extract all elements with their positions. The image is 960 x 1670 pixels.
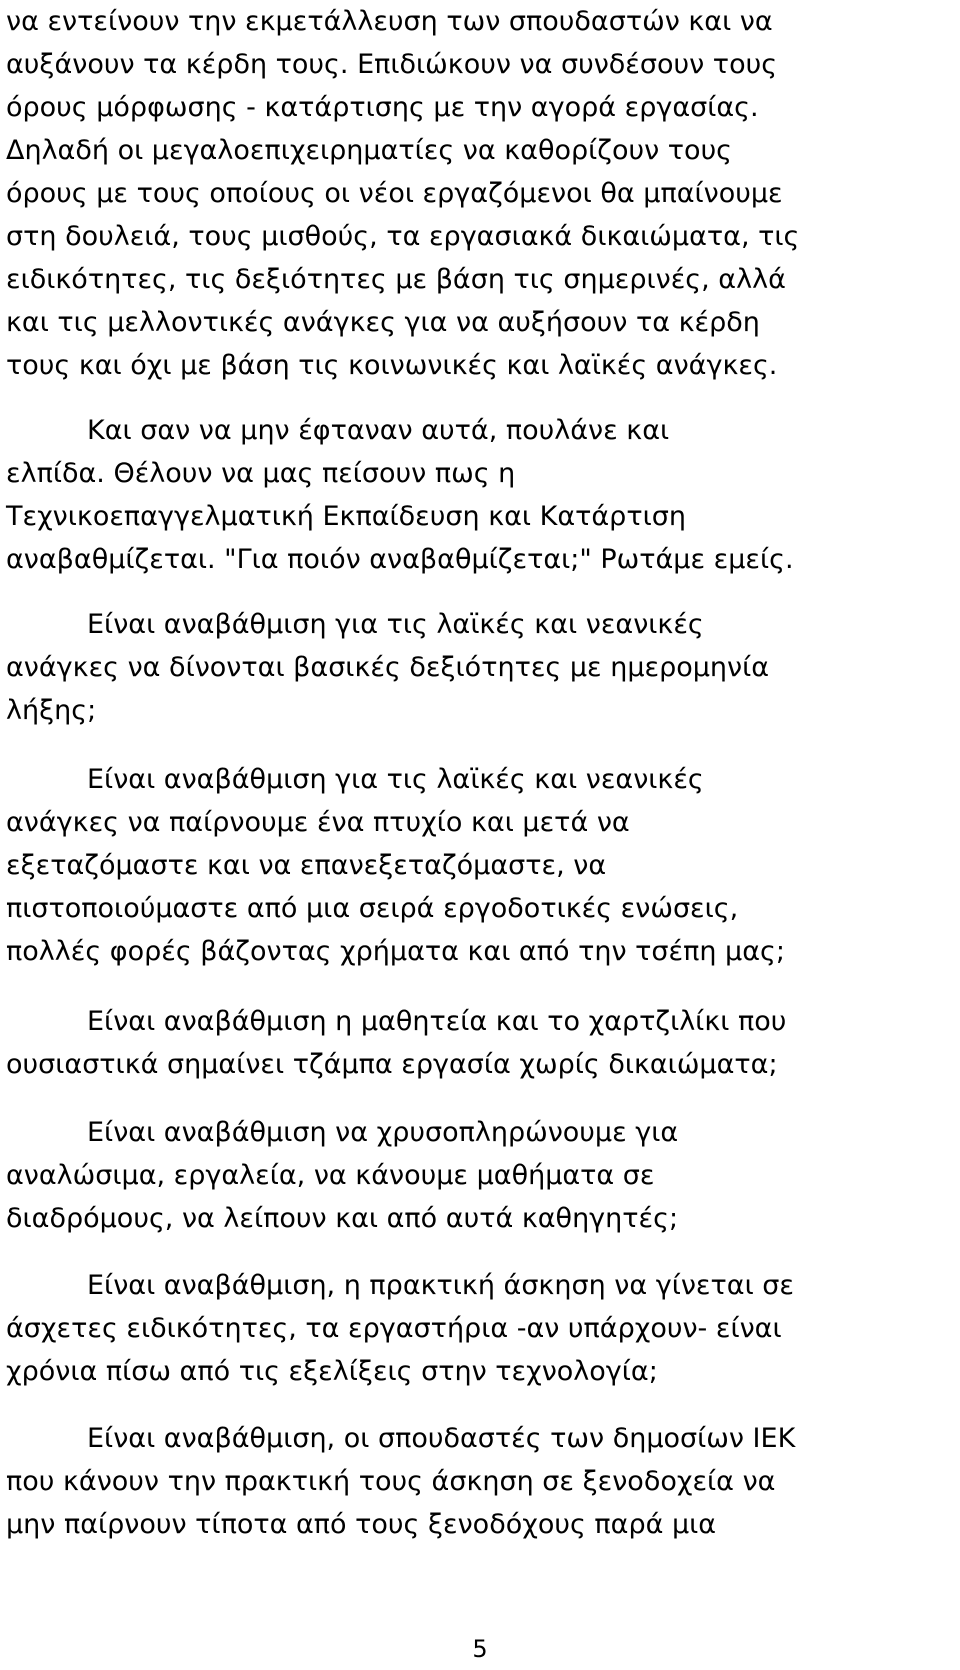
- text-line: και τις μελλοντικές ανάγκες για να αυξήσουν τα κέρδη: [6, 307, 760, 338]
- text-line: Είναι αναβάθμιση για τις λαϊκές και νεανικές: [87, 764, 704, 795]
- text-line: Είναι αναβάθμιση, οι σπουδαστές των δημοσίων ΙΕΚ: [87, 1423, 796, 1454]
- text-line: διαδρόμους, να λείπουν και από αυτά καθηγητές;: [6, 1203, 679, 1234]
- text-line: Και σαν να μην έφταναν αυτά, πουλάνε και: [87, 415, 670, 446]
- text-line: λήξης;: [6, 695, 97, 726]
- text-line: Είναι αναβάθμιση η μαθητεία και το χαρτζιλίκι που: [87, 1006, 787, 1037]
- text-line: που κάνουν την πρακτική τους άσκηση σε ξενοδοχεία να: [6, 1466, 776, 1497]
- page-number: 5: [472, 1635, 488, 1663]
- text-line: εξεταζόμαστε και να επανεξεταζόμαστε, να: [6, 850, 607, 881]
- text-line: αυξάνουν τα κέρδη τους. Επιδιώκουν να συνδέσουν τους: [6, 49, 778, 80]
- text-line: πολλές φορές βάζοντας χρήματα και από την τσέπη μας;: [6, 936, 785, 967]
- text-line: όρους μόρφωσης - κατάρτισης με την αγορά εργασίας.: [6, 92, 759, 123]
- text-line: Τεχνικοεπαγγελματική Εκπαίδευση και Κατάρτιση: [6, 501, 686, 532]
- text-line: ανάγκες να παίρνουμε ένα πτυχίο και μετά να: [6, 807, 630, 838]
- text-line: χρόνια πίσω από τις εξελίξεις στην τεχνολογία;: [6, 1356, 658, 1387]
- text-line: Είναι αναβάθμιση, η πρακτική άσκηση να γίνεται σε: [87, 1270, 794, 1301]
- text-line: άσχετες ειδικότητες, τα εργαστήρια -αν υπάρχουν- είναι: [6, 1313, 782, 1344]
- text-line: ουσιαστικά σημαίνει τζάμπα εργασία χωρίς δικαιώματα;: [6, 1049, 778, 1080]
- text-line: Δηλαδή οι μεγαλοεπιχειρηματίες να καθορίζουν τους: [6, 135, 733, 166]
- text-line: Είναι αναβάθμιση για τις λαϊκές και νεανικές: [87, 609, 704, 640]
- text-line: ελπίδα. Θέλουν να μας πείσουν πως η: [6, 458, 516, 489]
- text-line: αναβαθμίζεται. "Για ποιόν αναβαθμίζεται;" Ρωτάμε εμείς.: [6, 544, 794, 575]
- text-line: πιστοποιούμαστε από μια σειρά εργοδοτικές ενώσεις,: [6, 893, 739, 924]
- text-line: όρους με τους οποίους οι νέοι εργαζόμενοι θα μπαίνουμε: [6, 178, 783, 209]
- text-line: να εντείνουν την εκμετάλλευση των σπουδαστών και να: [6, 6, 773, 37]
- text-line: ανάγκες να δίνονται βασικές δεξιότητες με ημερομηνία: [6, 652, 770, 683]
- text-line: ειδικότητες, τις δεξιότητες με βάση τις σημερινές, αλλά: [6, 264, 786, 295]
- text-line: αναλώσιμα, εργαλεία, να κάνουμε μαθήματα σε: [6, 1160, 655, 1191]
- text-line: τους και όχι με βάση τις κοινωνικές και λαϊκές ανάγκες.: [6, 350, 778, 381]
- text-line: στη δουλειά, τους μισθούς, τα εργασιακά δικαιώματα, τις: [6, 221, 800, 252]
- text-line: μην παίρνουν τίποτα από τους ξενοδόχους παρά μια: [6, 1509, 717, 1540]
- text-line: Είναι αναβάθμιση να χρυσοπληρώνουμε για: [87, 1117, 679, 1148]
